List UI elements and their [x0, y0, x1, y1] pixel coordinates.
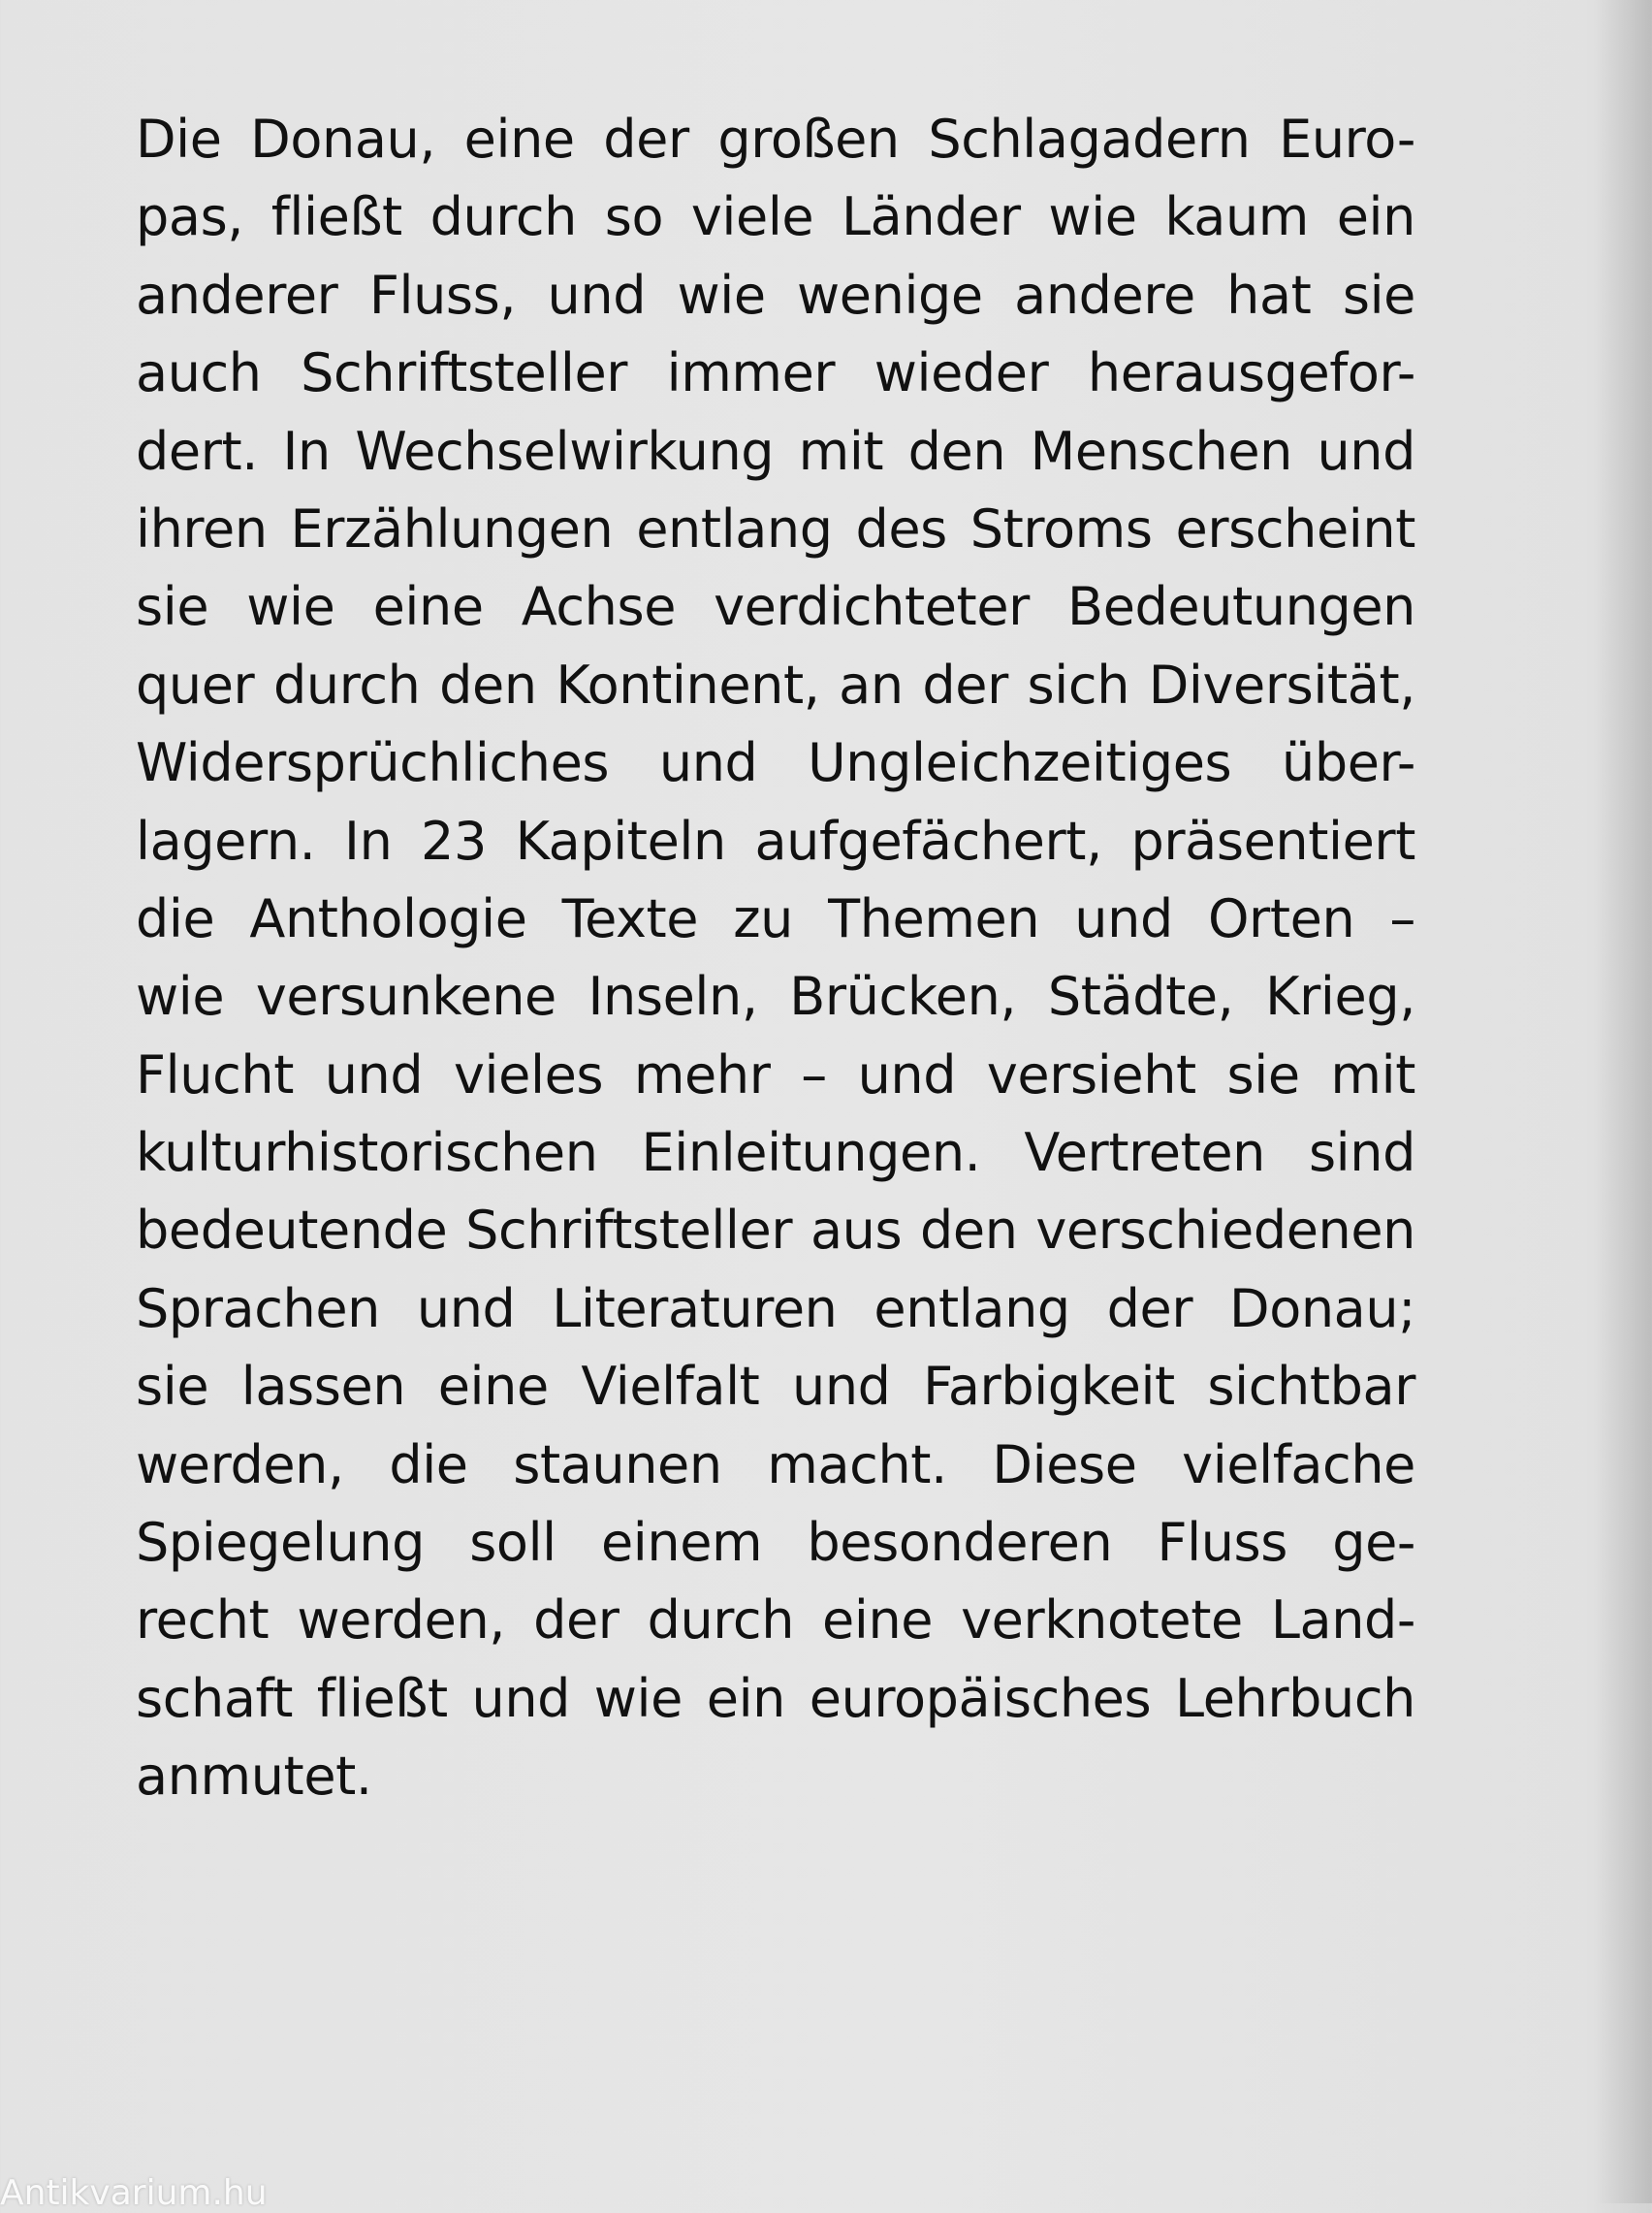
text-line: sie lassen eine Vielfalt und Farbigkeit sichtbar [136, 1356, 1415, 1418]
text-line: die Anthologie Texte zu Themen und Orten – [136, 887, 1415, 949]
text-line: quer durch den Kontinent, an der sich Diversität, [136, 654, 1415, 716]
text-line: auch Schriftsteller immer wieder herausgefor- [136, 342, 1415, 404]
page-edge-shadow [1596, 0, 1652, 2203]
text-line: sie wie eine Achse verdichteter Bedeutungen [136, 576, 1415, 638]
text-line: anderer Fluss, und wie wenige andere hat sie [136, 264, 1415, 326]
text-line: wie versunkene Inseln, Brücken, Städte, Krieg, [136, 966, 1415, 1028]
text-line: Widersprüchliches und Ungleichzeitiges über- [136, 732, 1415, 794]
text-line: lagern. In 23 Kapiteln aufgefächert, präsentiert [136, 810, 1415, 872]
text-line: schaft fließt und wie ein europäisches Lehrbuch [136, 1667, 1415, 1729]
text-line: dert. In Wechselwirkung mit den Menschen und [136, 420, 1415, 482]
text-line: pas, fließt durch so viele Länder wie kaum ein [136, 186, 1415, 248]
watermark: Antikvarium.hu [0, 2173, 268, 2213]
text-line: Spiegelung soll einem besonderen Fluss ge- [136, 1512, 1415, 1574]
text-line: Flucht und vieles mehr – und versieht sie mit [136, 1043, 1415, 1106]
text-line: Die Donau, eine der großen Schlagadern Euro- [136, 109, 1415, 170]
text-line: werden, die staunen macht. Diese vielfache [136, 1433, 1415, 1495]
text-line: recht werden, der durch eine verknotete Land- [136, 1589, 1415, 1652]
blurb-text [136, 101, 1415, 1816]
text-line: Sprachen und Literaturen entlang der Donau; [136, 1277, 1415, 1339]
text-line: kulturhistorischen Einleitungen. Vertreten sind [136, 1122, 1415, 1184]
text-line: anmutet. [136, 1746, 372, 1808]
text-line: ihren Erzählungen entlang des Stroms erscheint [136, 497, 1415, 560]
text-line: bedeutende Schriftsteller aus den verschiedenen [136, 1200, 1415, 1262]
